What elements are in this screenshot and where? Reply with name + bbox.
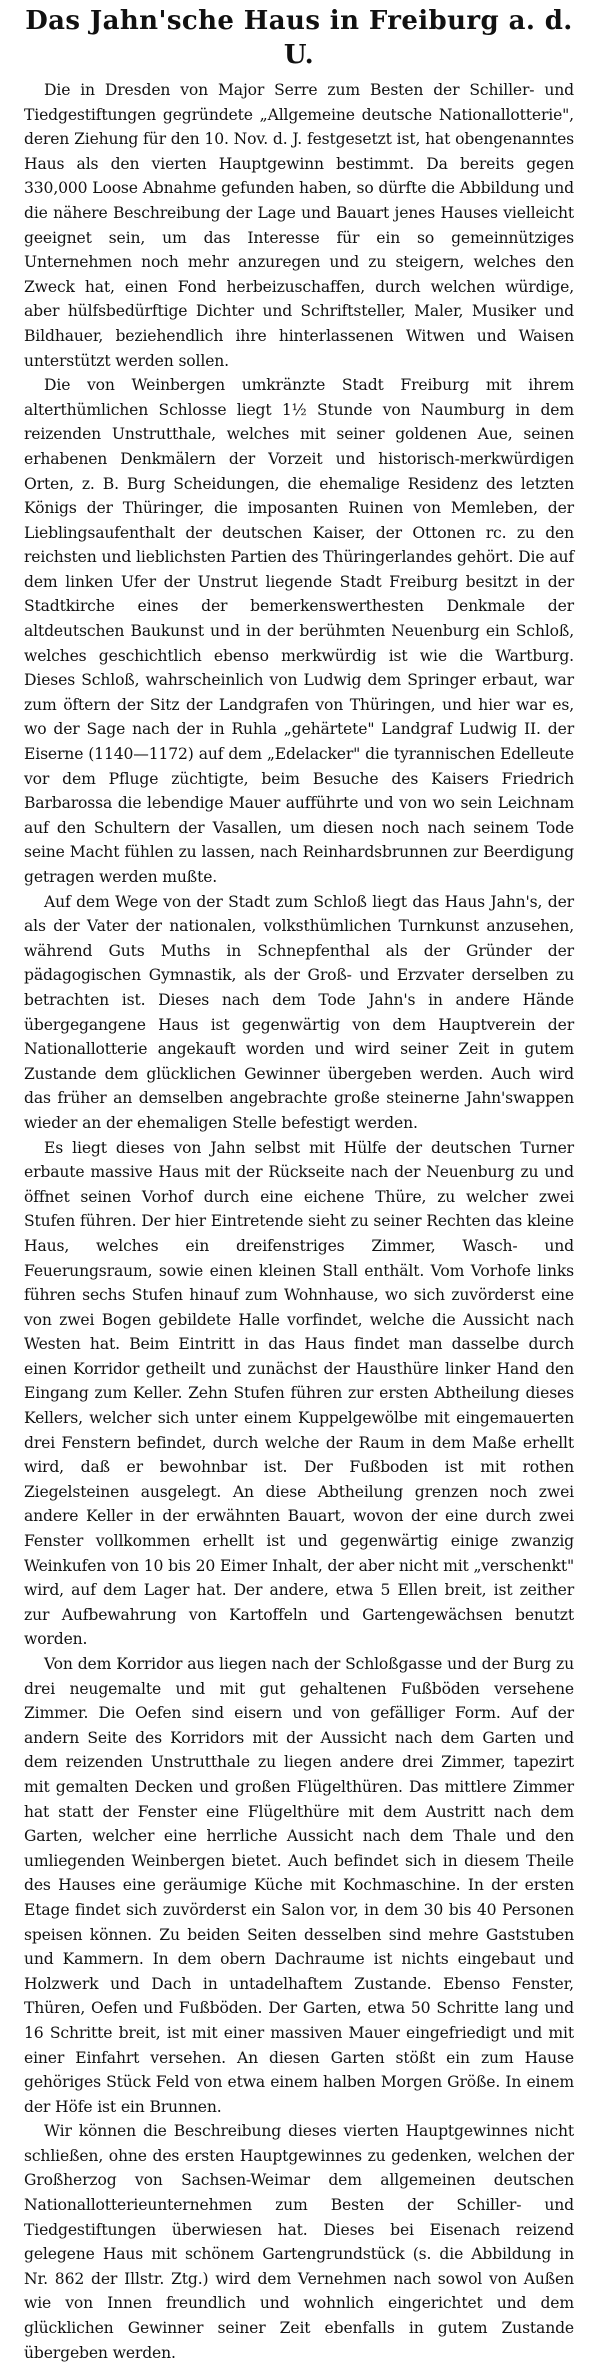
paragraph-4: Es liegt dieses von Jahn selbst mit Hülfe der deutschen Turner erbaute massive Haus mit der Rückseite nach der Neuenburg zu und öffnet seinen Vorhof durch eine eichene Thüre, zu welcher zwei Stufen führen. Der hier Eintretende sieht zu seiner Rechten das kleine Haus, welches ein dreifenstriges Zimmer, Wasch- und Feuerungsraum, sowie einen kleinen Stall enthält. Vom Vorhofe links führen sechs Stufen hinauf zum Wohnhause, wo sich zuvörderst eine von zwei Bogen gebildete Halle vorfindet, welche die Aussicht nach Westen hat. Beim Eintritt in das Haus findet man dasselbe durch einen Korridor getheilt und zunächst der Hausthüre linker Hand den Eingang zum Keller. Zehn Stufen führen zur ersten Abtheilung dieses Kellers, welcher sich unter einem Kuppelgewölbe mit eingemauerten drei Fenstern befindet, durch welche der Raum in dem Maße erhellt wird, daß er bewohnbar ist. Der Fußboden ist mit rothen Ziegelsteinen ausgelegt. An diese Abtheilung grenzen noch zwei andere Keller in der erwähnten Bauart, wovon der eine durch zwei Fenster vollkommen erhellt ist und gegenwärtig einige zwanzig Weinkufen von 10 bis 20 Eimer Inhalt, der aber nicht mit „verschenkt" wird, auf dem Lager hat. Der andere, etwa 5 Ellen breit, ist zeither zur Aufbewahrung von Kartoffeln und Gartengewächsen benutzt worden. (24, 1138, 574, 1649)
paragraph-6: Wir können die Beschreibung dieses vierten Hauptgewinnes nicht schließen, ohne des ersten Hauptgewinnes zu gedenken, welchen der Großherzog von Sachsen-Weimar dem allgemeinen deutschen Nationallotterieunternehmen zum Besten der Schiller- und Tiedgestiftungen überwiesen hat. Dieses bei Eisenach reizend gelegene Haus mit schönem Gartengrundstück (s. die Abbildung in Nr. 862 der Illstr. Ztg.) wird dem Vernehmen nach sowol von Außen wie von Innen freundlich und wohnlich eingerichtet und dem glücklichen Gewinner seiner Zeit ebenfalls in gutem Zustande übergeben werden. (24, 2122, 574, 2362)
paragraph-1: Die in Dresden von Major Serre zum Besten der Schiller- und Tiedgestiftungen gegründete „Allgemeine deutsche Nationallotterie", deren Ziehung für den 10. Nov. d. J. festgesetzt ist, hat obengenanntes Haus als den vierten Hauptgewinn bestimmt. Da bereits gegen 330,000 Loose Abnahme gefunden haben, so dürfte die Abbildung und die nähere Beschreibung der Lage und Bauart jenes Hauses vielleicht geeignet sein, um das Interesse für ein so gemeinnütziges Unternehmen noch mehr anzuregen und zu steigern, welches den Zweck hat, einen Fond herbeizuschaffen, durch welchen würdige, aber hülfsbedürftige Dichter und Schriftsteller, Maler, Musiker und Bildhauer, beziehendlich ihre hinterlassenen Witwen und Waisen unterstützt werden sollen. (24, 81, 574, 370)
paragraph-3: Auf dem Wege von der Stadt zum Schloß liegt das Haus Jahn's, der als der Vater der nationalen, volksthümlichen Turnkunst anzusehen, während Guts Muths in Schnepfenthal als der Gründer der pädagogischen Gymnastik, als der Groß- und Erzvater derselben zu betrachten ist. Dieses nach dem Tode Jahn's in andere Hände übergegangene Haus ist gegenwärtig von dem Hauptverein der Nationallotterie angekauft worden und wird seiner Zeit in gutem Zustande dem glücklichen Gewinner übergeben werden. Auch wird das früher an demselben angebrachte große steinerne Jahn'swappen wieder an der ehemaligen Stelle befestigt werden. (24, 892, 574, 1132)
paragraph-2: Die von Weinbergen umkränzte Stadt Freiburg mit ihrem alterthümlichen Schlosse liegt 1½ Stunde von Naumburg in dem reizenden Unstrutthale, welches mit seiner goldenen Aue, seinen erhabenen Denkmälern der Vorzeit und historisch-merkwürdigen Orten, z. B. Burg Scheidungen, die ehemalige Residenz des letzten Königs der Thüringer, die imposanten Ruinen von Memleben, der Lieblingsaufenthalt der deutschen Kaiser, der Ottonen rc. zu den reichsten und lieblichsten Partien des Thüringerlandes gehört. Die auf dem linken Ufer der Unstrut liegende Stadt Freiburg besitzt in der Stadtkirche eines der bemerkenswerthesten Denkmale der altdeutschen Baukunst und in der berühmten Neuenburg ein Schloß, welches geschichtlich ebenso merkwürdig ist wie die Wartburg. Dieses Schloß, wahrscheinlich von Ludwig dem Springer erbaut, war zum öftern der Sitz der Landgrafen von Thüringen, und hier war es, wo der Sage nach der in Ruhla „gehärtete" Landgraf Ludwig II. der Eiserne (1140—1172) auf dem „Edelacker" die tyrannischen Edelleute vor dem Pfluge züchtigte, beim Besuche des Kaisers Friedrich Barbarossa die lebendige Mauer aufführte und von wo sein Leichnam auf den Schultern der Vasallen, um diesen noch nach seinem Tode seine Macht fühlen zu lassen, nach Reinhardsbrunnen zur Beerdigung getragen werden mußte. (24, 376, 574, 886)
paragraph-5: Von dem Korridor aus liegen nach der Schloßgasse und der Burg zu drei neugemalte und mit gut gehaltenen Fußböden versehene Zimmer. Die Oefen sind eisern und von gefälliger Form. Auf der andern Seite des Korridors mit der Aussicht nach dem Garten und dem reizenden Unstrutthale zu liegen andere drei Zimmer, tapezirt mit gemalten Decken und großen Flügelthüren. Das mittlere Zimmer hat statt der Fenster eine Flügelthüre mit dem Austritt nach dem Garten, welcher eine herrliche Aussicht nach dem Thale und den umliegenden Weinbergen bietet. Auch befindet sich in diesem Theile des Hauses eine geräumige Küche mit Kochmaschine. In der ersten Etage findet sich zuvörderst ein Salon vor, in dem 30 bis 40 Personen speisen können. Zu beiden Seiten desselben sind mehre Gaststuben und Kammern. In dem obern Dachraume ist nichts eingebaut und Holzwerk und Dach in untadelhaftem Zustande. Ebenso Fenster, Thüren, Oefen und Fußböden. Der Garten, etwa 50 Schritte lang und 16 Schritte breit, ist mit einer massiven Mauer eingefriedigt und mit einer Einfahrt versehen. An diesen Garten stößt ein zum Hause gehöriges Stück Feld von etwa einem halben Morgen Größe. In einem der Höfe ist ein Brunnen. (24, 1655, 574, 2116)
article-title: Das Jahn'sche Haus in Freiburg a. d. U. (25, 6, 573, 70)
article-body (24, 78, 574, 2365)
